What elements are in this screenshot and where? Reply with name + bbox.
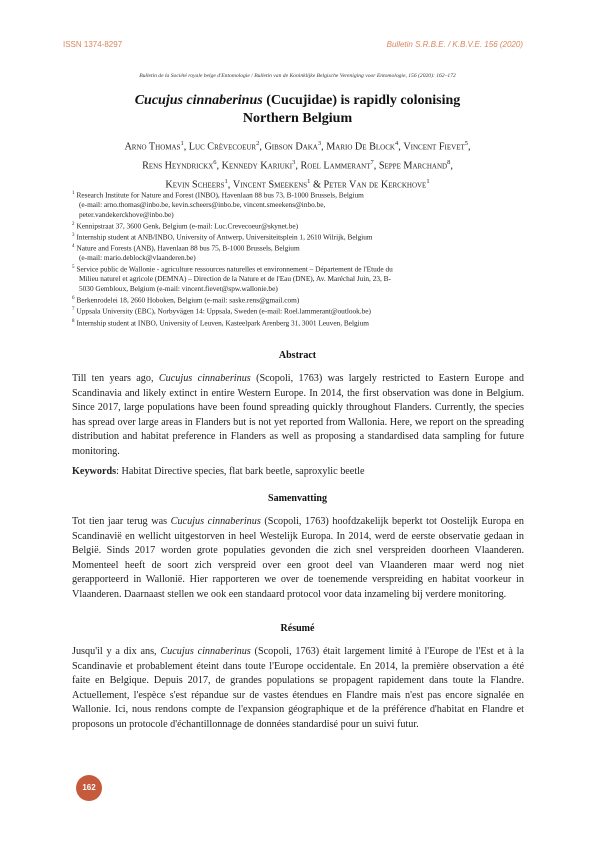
- author-name: Arno Thomas: [124, 141, 181, 153]
- author-name: Luc Crèvecoeur: [188, 141, 257, 153]
- author-name: Seppe Marchand: [378, 160, 448, 172]
- author-name: Roel Lammerant: [300, 160, 371, 172]
- affiliation-number: 2: [72, 221, 75, 227]
- author-affiliation-mark: 1: [224, 177, 228, 185]
- author-affiliation-mark: 6: [213, 158, 217, 166]
- affiliation-line: [72, 210, 542, 220]
- affiliation-number: 3: [72, 233, 75, 239]
- author-name: Mario De Block: [326, 141, 395, 153]
- affiliation-line: [72, 242, 542, 253]
- keywords-label: Keywords: [72, 466, 117, 477]
- author-separator: ,: [398, 141, 404, 153]
- affiliation-line: [72, 189, 542, 200]
- author-affiliation-mark: 4: [394, 140, 399, 147]
- affiliation-line: [72, 284, 542, 294]
- author-name: Kennedy Kariuki: [221, 160, 293, 172]
- abstract-species: Cucujus cinnaberinus: [158, 373, 251, 384]
- author-name: Rens Heyndrickx: [142, 160, 214, 172]
- author-separator: ,: [183, 141, 189, 153]
- affiliation-text: Kennipstraat 37, 3600 Genk, Belgium (e-mail: Luc.Crevecoeur@skynet.be): [76, 221, 299, 231]
- abstract-text: [72, 372, 524, 460]
- resume-heading: Résumé: [280, 623, 315, 634]
- author-separator: ,: [295, 160, 301, 172]
- author-separator: ,: [373, 160, 379, 172]
- resume-text: [72, 645, 524, 733]
- keywords-text: : Habitat Directive species, flat bark beetle, saproxylic beetle: [116, 466, 365, 477]
- keywords: [72, 466, 524, 477]
- samenvatting-heading: Samenvatting: [268, 493, 327, 504]
- author-separator: &: [310, 179, 324, 191]
- affiliation-list: [72, 189, 542, 328]
- issn-header: ISSN 1374-8297: [63, 40, 123, 49]
- samenvatting-species: Cucujus cinnaberinus: [170, 516, 261, 527]
- affiliation-text: Internship student at INBO, University of Leuven, Kasteelpark Arenberg 31, 3001 Leuven, Belgium: [76, 317, 369, 327]
- author-separator: ,: [227, 179, 233, 191]
- article-title: [65, 92, 530, 128]
- affiliation-text: Research Institute for Nature and Forest (INBO), Havenlaan 88 bus 73, B-1000 Brussels, Belgium: [76, 190, 364, 200]
- author-affiliation-mark: 1: [307, 177, 311, 185]
- author-affiliation-mark: 3: [292, 158, 296, 166]
- affiliation-text: Internship student at ANB/INBO, University of Antwerp, Universiteitsplein 1, 2610 Wilrijk, Belgium: [76, 232, 373, 242]
- affiliation-number: 7: [72, 307, 75, 313]
- abstract-pre: Till ten years ago,: [72, 373, 159, 384]
- author-line: [70, 155, 525, 174]
- affiliation-text: 5030 Gembloux, Belgium (e-mail: vincent.fievet@spw.wallonie.be): [79, 284, 278, 294]
- journal-citation-line: Bulletin de la Société royale belge d'Entomologie / Bulletin van de Koninklijke Belgische Vereniging voor Entomologie, 156 (2020): 162–172: [139, 73, 456, 79]
- author-name: Gibson Daka: [264, 141, 318, 153]
- abstract-body: (Scopoli, 1763) was largely restricted to Eastern Europe and Scandinavia and likely extinct in entire Western Europe. In 2014, the first observation was done in Belgium. Since 2017, large populations have been found spreading quickly throughout Flanders. Currently, the species has spread over large areas in Flanders but is not yet reported from Wallonia. Here, we report on the spreading distribution and habitat preference in Flanders as well as proposing a standardised data sampling for future monitoring.: [72, 373, 524, 457]
- resume-pre: Jusqu'il y a dix ans,: [72, 646, 161, 657]
- affiliation-text: Uppsala University (EBC), Norbyvägen 14: Uppsala, Sweden (e-mail: Roel.lammerant@outlook.be): [76, 306, 371, 316]
- author-affiliation-mark: 5: [464, 140, 469, 147]
- author-name: Vincent Fievet: [403, 141, 465, 153]
- title-rest: (Cucujidae) is rapidly colonising: [262, 93, 461, 108]
- affiliation-number: 8: [72, 318, 75, 324]
- affiliation-text: Service public de Wallonie - agriculture ressources naturelles et environnement – Département de l'Etude du: [76, 264, 393, 274]
- author-name: Kevin Scheers: [165, 179, 225, 191]
- samenvatting-body: (Scopoli, 1763) hoofdzakelijk beperkt tot Oostelijk Europa en Scandinavië en wellicht uitgestorven in heel Westelijk Europa. In 2014, werd de eerste observatie gedaan in België. Sinds 2017 worden grote populaties gevonden die zich snel verspreiden doorheen Vlaanderen. Momenteel heeft de soort zich verspreid over een groot deel van Vlaanderen maar werd nog niet gerapporteerd in Wallonië. Hier rapporteren we over de toenemende verspreiding en habitat voorkeur in Vlaanderen. Daarnaast stellen we ook een standaard protocol voor data inzameling bij verdere monitoring.: [72, 516, 524, 600]
- author-affiliation-mark: 7: [370, 158, 374, 166]
- affiliation-line: [72, 305, 542, 316]
- resume-body: (Scopoli, 1763) était largement limité à l'Europe de l'Est et à la Scandinavie et probablement éteint dans toute l'Europe occidentale. En 2014, la première observation a été faite en Belgique. Depuis 2017, de grandes populations se propagent rapidement dans toute la Flandre. Actuellement, l'espèce s'est répandue sur de vastes étendues en Flandre mais n'est pas encore signalée en Wallonie. Ici, nous rendons compte de l'expansion géographique et de la préférence d'habitat en Flandre et proposons un protocole d'échantillonnage de données standardisé pour un suivi futur.: [72, 646, 524, 730]
- samenvatting-pre: Tot tien jaar terug was: [72, 516, 171, 527]
- author-separator: ,: [468, 141, 471, 153]
- affiliation-text: Berkenrodelei 18, 2660 Hoboken, Belgium (e-mail: saske.rens@gmail.com): [76, 295, 300, 305]
- affiliation-text: Nature and Forests (ANB), Havenlaan 88 bus 75, B-1000 Brussels, Belgium: [76, 243, 300, 253]
- author-affiliation-mark: 2: [256, 140, 260, 147]
- affiliation-text: (e-mail: mario.deblock@vlaanderen.be): [79, 253, 196, 263]
- author-list: [70, 136, 525, 193]
- affiliation-line: [72, 317, 542, 328]
- author-affiliation-mark: 1: [426, 177, 430, 185]
- author-separator: ,: [259, 141, 265, 153]
- title-species: Cucujus cinnaberinus: [134, 93, 263, 108]
- title-line-2: Northern Belgium: [242, 111, 353, 126]
- affiliation-line: [72, 294, 542, 305]
- resume-species: Cucujus cinnaberinus: [160, 646, 251, 657]
- author-affiliation-mark: 8: [447, 158, 451, 166]
- affiliation-number: 5: [72, 265, 75, 271]
- author-separator: ,: [321, 141, 327, 153]
- affiliation-line: [72, 220, 542, 231]
- affiliation-text: (e-mail: arno.thomas@inbo.be, kevin.scheers@inbo.be, vincent.smeekens@inbo.be,: [79, 200, 326, 210]
- author-name: Vincent Smeekens: [232, 179, 308, 191]
- affiliation-number: 6: [72, 296, 75, 302]
- abstract-heading: Abstract: [278, 350, 317, 361]
- author-separator: ,: [216, 160, 222, 172]
- affiliation-line: [72, 263, 542, 274]
- affiliation-line: [72, 253, 542, 263]
- affiliation-line: [72, 274, 542, 284]
- affiliation-number: 1: [72, 191, 75, 196]
- author-name: Peter Van de Kerckhove: [323, 179, 427, 191]
- page-number-badge: 162: [76, 775, 102, 801]
- samenvatting-text: [72, 515, 524, 603]
- affiliation-number: 4: [72, 244, 75, 250]
- title-line-1: [65, 92, 530, 110]
- author-affiliation-mark: 1: [180, 140, 184, 147]
- author-line: [70, 136, 525, 155]
- affiliation-text: Milieu naturel et agricole (DEMNA) – Direction de la Nature et de l'Eau (DNE), Av. Maréchal Juin, 23, B-: [79, 274, 391, 284]
- journal-ref-header: Bulletin S.R.B.E. / K.B.V.E. 156 (2020): [386, 40, 523, 49]
- author-separator: ,: [450, 160, 453, 172]
- affiliation-line: [72, 200, 542, 210]
- author-affiliation-mark: 3: [317, 140, 322, 147]
- affiliation-line: [72, 231, 542, 242]
- affiliation-text: peter.vandekerckhove@inbo.be): [79, 210, 174, 220]
